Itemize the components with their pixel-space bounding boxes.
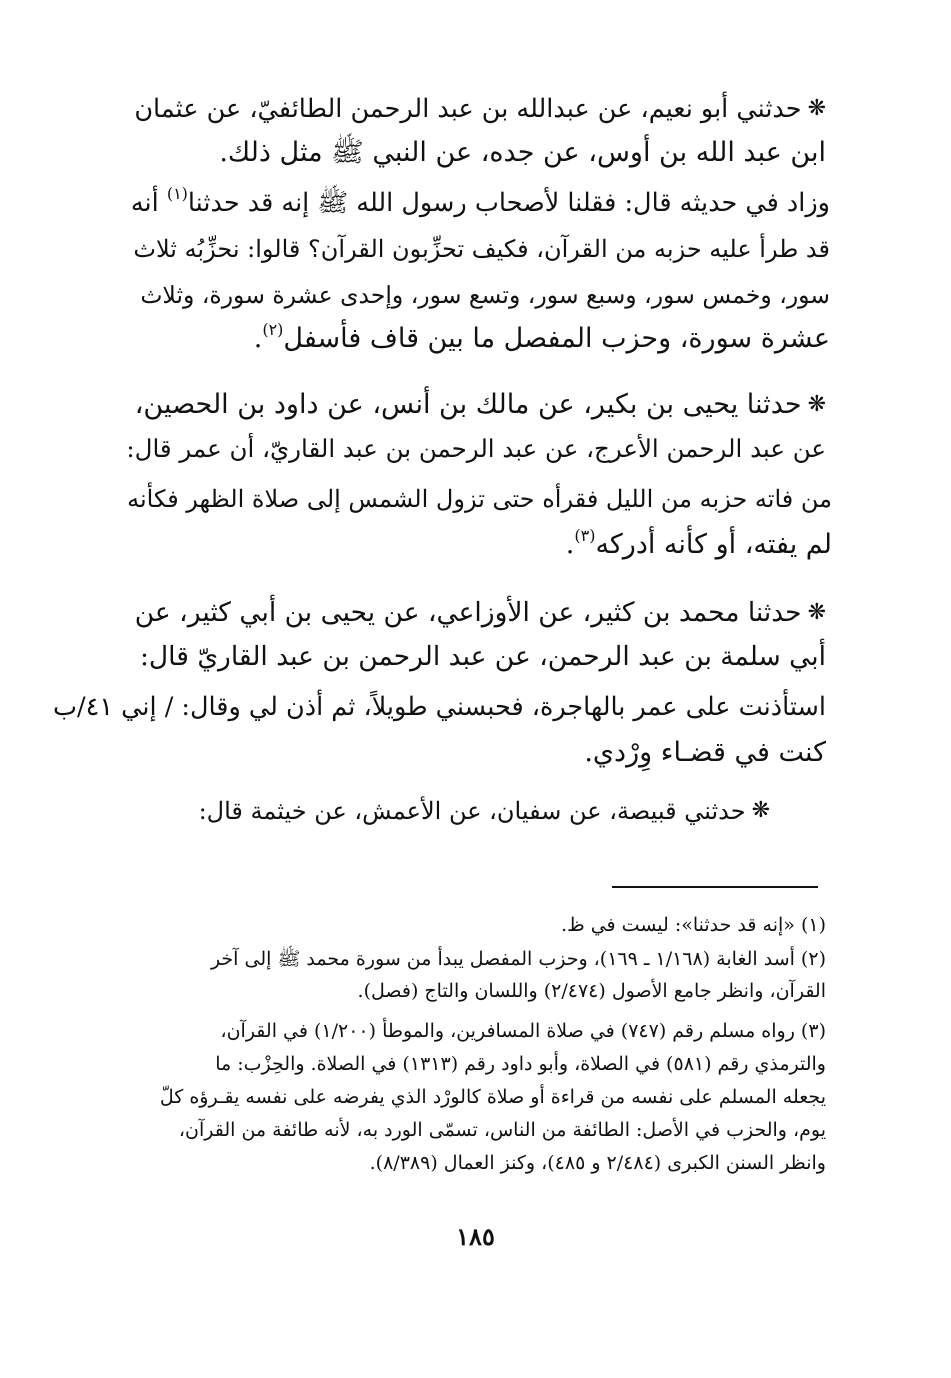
- star-marker-icon: ❋: [751, 798, 770, 823]
- text-line: عشرة سورة، وحزب المفصل ما بين قاف فأسفل$^{(٢)}$.: [253, 320, 830, 354]
- text-line: وزاد في حديثه قال: فقلنا لأصحاب رسول الله ﷺ إنه قد حدثنا$^{(١)}$ أنه: [130, 184, 830, 218]
- footnote-3: [120, 1018, 826, 1188]
- footnote-1: [120, 912, 826, 940]
- footnote-line: (٣) رواه مسلم رقم (٧٤٧) في صلاة المسافرين، والموطأ (١/٢٠٠) في القرآن،: [220, 1020, 826, 1042]
- text-line: ابن عبد الله بن أوس، عن جده، عن النبي ﷺ مثل ذلك.: [219, 137, 826, 168]
- hadith-chain-3: [126, 388, 826, 472]
- text-line: ❋حدثني قبيصة، عن سفيان، عن الأعمش، عن خيثمة قال:: [198, 797, 770, 825]
- footnote-line: (١) «إنه قد حدثنا»: ليست في ظ.: [561, 914, 826, 936]
- hadith-text-6: [50, 690, 826, 774]
- footnote-line: (٢) أسد الغابة (١/١٦٨ ـ ١٦٩)، وحزب المفصل يبدأ من سورة محمد ﷺ إلى آخر: [210, 948, 826, 970]
- footnote-line: يوم، والحزب في الأصل: الطائفة من الناس، تسمّى الورد به، لأنه طائفة من القرآن،: [178, 1119, 826, 1141]
- star-marker-icon: ❋: [807, 392, 826, 417]
- star-marker-icon: ❋: [807, 96, 826, 121]
- page-number: ١٨٥: [456, 1222, 495, 1251]
- text-line: استأذنت على عمر بالهاجرة، فحبسني طويلاً، ثم أذن لي وقال: / إني ٤١/ب: [53, 692, 826, 722]
- footnote-separator: [612, 886, 818, 888]
- text-line: كنت في قضـاء وِرْدي.: [584, 737, 826, 768]
- text-line: عن عبد الرحمن الأعرج، عن عبد الرحمن بن عبد القاريّ، أن عمر قال:: [126, 434, 826, 463]
- text-line: لم يفته، أو كأنه أدركه$^{(٣)}$.: [565, 526, 832, 560]
- star-marker-icon: ❋: [807, 600, 826, 625]
- footnote-ref-2: (٢): [262, 320, 284, 339]
- text-line: من فاته حزبه من الليل فقرأه حتى تزول الشمس إلى صلاة الظهر فكأنه: [127, 485, 832, 513]
- text-line: ❋حدثني أبو نعيم، عن عبدالله بن عبد الرحمن الطائفيّ، عن عثمان: [134, 94, 826, 124]
- footnote-line: القرآن، وانظر جامع الأصول (٢/٤٧٤) واللسان والتاج (فصل).: [357, 980, 826, 1002]
- text-line: قد طرأ عليه حزبه من القرآن، فكيف تحزِّبون القرآن؟ قالوا: نحزِّبُه ثلاث: [133, 235, 830, 263]
- text-line: ❋حدثنا محمد بن كثير، عن الأوزاعي، عن يحيى بن أبي كثير، عن: [134, 597, 826, 628]
- text-line: أبي سلمة بن عبد الرحمن، عن عبد الرحمن بن عبد القاريّ قال:: [139, 641, 826, 672]
- hadith-text-2: [130, 186, 830, 358]
- footnote-line: يجعله المسلم على نفسه من قراءة أو صلاة كالورْد الذي يفرضه على نفسه يقـرؤه كلّ: [159, 1086, 826, 1108]
- hadith-chain-1: [130, 92, 826, 176]
- hadith-chain-7: [190, 794, 770, 834]
- text-line: ❋حدثنا يحيى بن بكير، عن مالك بن أنس، عن داود بن الحصين،: [134, 389, 826, 420]
- footnote-ref-3: (٣): [574, 526, 596, 545]
- text-line: سور، وخمس سور، وسبع سور، وتسع سور، وإحدى عشرة سورة، وثلاث: [140, 281, 830, 309]
- hadith-text-4: [126, 482, 832, 566]
- footnote-line: والترمذي رقم (٥٨١) في الصلاة، وأبو داود رقم (١٣١٣) في الصلاة. والحِزْب: ما: [215, 1053, 826, 1075]
- footnote-line: وانظر السنن الكبرى (٢/٤٨٤ و ٤٨٥)، وكنز العمال (٨/٣٨٩).: [369, 1152, 826, 1174]
- hadith-chain-5: [130, 596, 826, 680]
- footnote-2: [120, 946, 826, 1006]
- footnote-ref-1: (١): [166, 184, 188, 203]
